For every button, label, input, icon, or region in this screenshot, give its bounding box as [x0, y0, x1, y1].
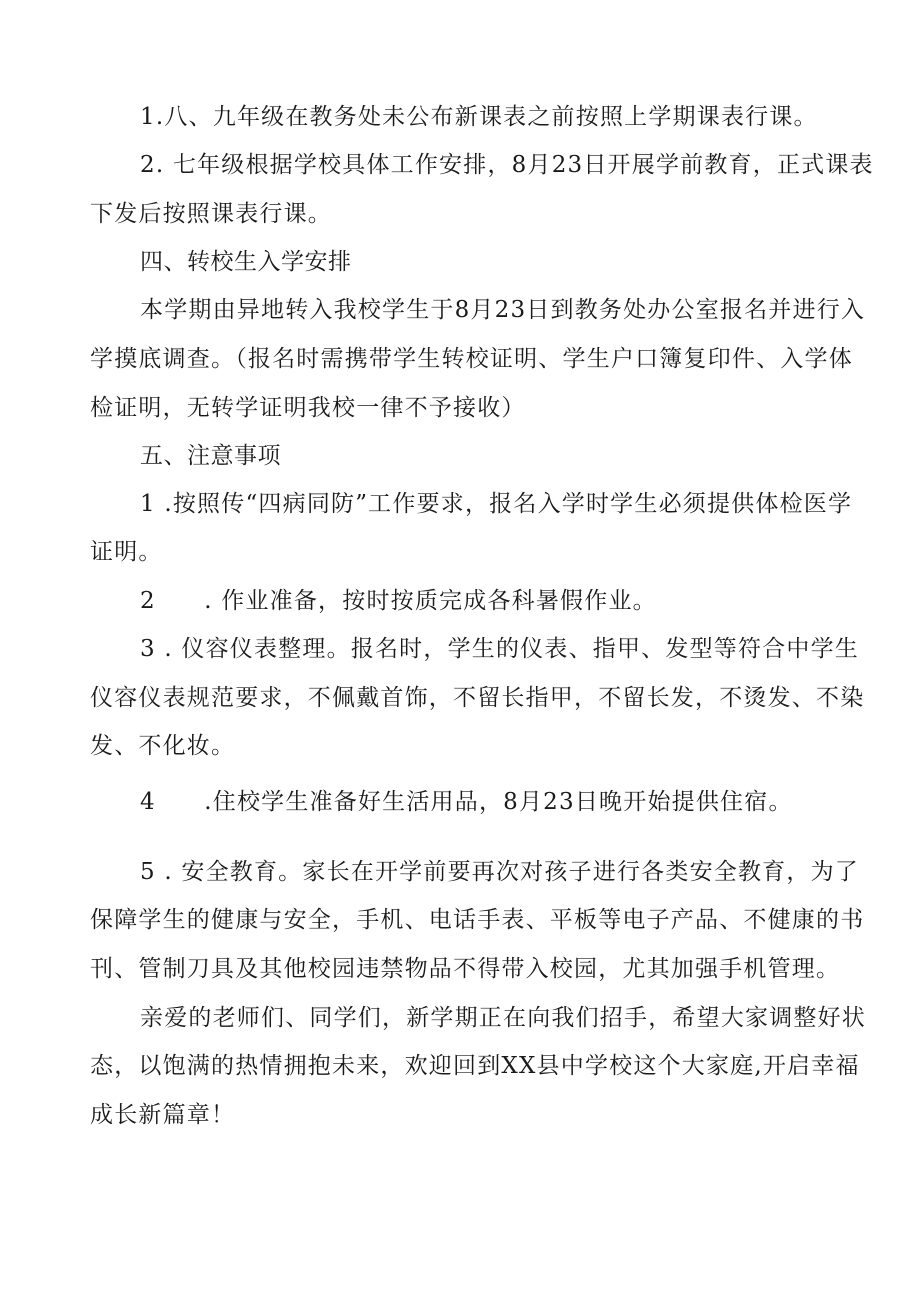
section3-item2-line2: 下发后按照课表行课。 [90, 201, 332, 227]
section4-para-line2: 学摸底调查。（报名时需携带学生转校证明、学生户口簿复印件、入学体 [90, 346, 853, 372]
section5-item1-line1: 1 .按照传“四病同防”工作要求，报名入学时学生必须提供体检医学 [140, 491, 853, 517]
section5-heading: 五、注意事项 [140, 443, 281, 469]
section5-item2-line1: 2 . 作业准备，按时按质完成各科暑假作业。 [140, 588, 657, 614]
section3-item1-line1: 1.八、九年级在教务处未公布新课表之前按照上学期课表行课。 [140, 104, 818, 130]
section5-item3-line2: 仪容仪表规范要求，不佩戴首饰，不留长指甲，不留长发，不烫发、不染 [90, 685, 865, 711]
closing-line2: 态，以饱满的热情拥抱未来，欢迎回到XX县中学校这个大家庭,开启幸福 [90, 1053, 860, 1079]
section4-para-line3: 检证明，无转学证明我校一律不予接收） [90, 395, 526, 421]
section4-heading: 四、转校生入学安排 [140, 249, 352, 275]
section5-item4-line1: 4 .住校学生准备好生活用品，8月23日晚开始提供住宿。 [140, 789, 793, 815]
section3-item2-line1: 2. 七年级根据学校具体工作安排，8月23日开展学前教育，正式课表 [140, 152, 874, 178]
section5-item5-line2: 保障学生的健康与安全，手机、电话手表、平板等电子产品、不健康的书 [90, 907, 865, 933]
section5-item5-line1: 5 . 安全教育。家长在开学前要再次对孩子进行各类安全教育，为了 [140, 859, 859, 885]
section5-item1-line2: 证明。 [90, 539, 163, 565]
section5-item3-line1: 3 . 仪容仪表整理。报名时，学生的仪表、指甲、发型等符合中学生 [140, 636, 859, 662]
closing-line1: 亲爱的老师们、同学们，新学期正在向我们招手，希望大家调整好状 [140, 1005, 866, 1031]
closing-line3: 成长新篇章！ [90, 1102, 236, 1128]
section5-item5-line3: 刊、管制刀具及其他校园违禁物品不得带入校园，尤其加强手机管理。 [90, 956, 841, 982]
section4-para-line1: 本学期由异地转入我校学生于8月23日到教务处办公室报名并进行入 [140, 297, 866, 323]
section5-item3-line3: 发、不化妆。 [90, 733, 236, 759]
